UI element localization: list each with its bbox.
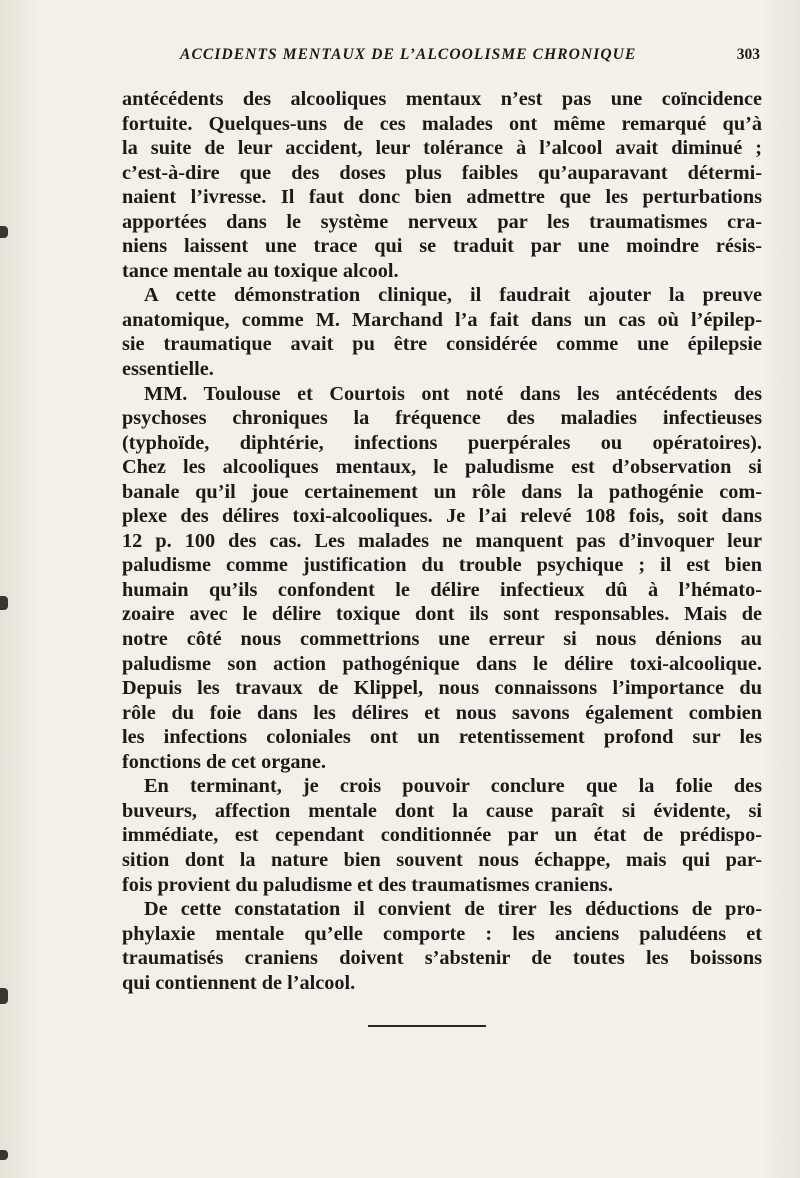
text-line: tance mentale au toxique alcool. <box>122 259 399 282</box>
text-line: anatomique, comme M. Marchand l’a fait dans un cas où l’épilep- <box>122 308 762 331</box>
text-line: Depuis les travaux de Klippel, nous connaissons l’importance du <box>122 677 762 700</box>
paragraph <box>122 283 762 381</box>
text-line: MM. Toulouse et Courtois ont noté dans les antécédents des <box>144 382 762 405</box>
text-line: paludisme comme justification du trouble psychique ; il est bien <box>122 554 762 577</box>
text-line: phylaxie mentale qu’elle comporte : les anciens paludéens et <box>122 922 762 945</box>
text-line: sie traumatique avait pu être considérée comme une épilepsie <box>122 333 762 356</box>
page-edge-mark <box>0 596 8 610</box>
text-line: humain qu’ils confondent le délire infectieux dû à l’hémato- <box>122 578 762 601</box>
text-line: les infections coloniales ont un retentissement profond sur les <box>122 726 762 749</box>
page-number: 303 <box>736 46 760 63</box>
text-line: De cette constatation il convient de tirer les déductions de pro- <box>144 898 762 921</box>
text-line: notre côté nous commettrions une erreur si nous dénions au <box>122 628 762 651</box>
text-line: En terminant, je crois pouvoir conclure que la folie des <box>144 775 762 798</box>
paragraph <box>122 897 762 995</box>
text-line: rôle du foie dans les délires et nous savons également combien <box>122 701 762 724</box>
text-line: A cette démonstration clinique, il faudrait ajouter la preuve <box>144 284 762 307</box>
text-line: fois provient du paludisme et des traumatismes craniens. <box>122 873 613 896</box>
text-line: (typhoïde, diphtérie, infections puerpérales ou opératoires). <box>122 431 762 454</box>
text-line: fonctions de cet organe. <box>122 750 326 773</box>
text-line: buveurs, affection mentale dont la cause paraît si évidente, si <box>122 799 762 822</box>
text-line: traumatisés craniens doivent s’abstenir de toutes les boissons <box>122 947 762 970</box>
page-edge-mark <box>0 1150 8 1160</box>
text-line: 12 p. 100 des cas. Les malades ne manquent pas d’invoquer leur <box>122 529 762 552</box>
text-line: fortuite. Quelques-uns de ces malades ont même remarqué qu’à <box>122 112 762 135</box>
text-line: Chez les alcooliques mentaux, le paludisme est d’observation si <box>122 456 762 479</box>
text-line: antécédents des alcooliques mentaux n’est pas une coïncidence <box>122 88 762 110</box>
page-header <box>180 46 760 70</box>
page-edge-mark <box>0 226 8 238</box>
text-line: apportées dans le système nerveux par les traumatismes cra- <box>122 210 762 233</box>
paragraph <box>122 87 762 283</box>
page-edge-mark <box>0 988 8 1004</box>
text-line: c’est-à-dire que des doses plus faibles qu’auparavant détermi- <box>122 161 762 184</box>
text-line: plexe des délires toxi-alcooliques. Je l’ai relevé 108 fois, soit dans <box>122 505 762 528</box>
text-line: immédiate, est cependant conditionnée par un état de prédispo- <box>122 824 762 847</box>
text-line: psychoses chroniques la fréquence des maladies infectieuses <box>122 407 762 430</box>
text-line: paludisme son action pathogénique dans le délire toxi-alcoolique. <box>122 652 762 675</box>
text-line: la suite de leur accident, leur tolérance à l’alcool avait diminué ; <box>122 137 762 160</box>
paragraph <box>122 774 762 897</box>
running-title: ACCIDENTS MENTAUX DE L’ALCOOLISME CHRONIQUE <box>180 46 637 63</box>
text-line: qui contiennent de l’alcool. <box>122 971 356 994</box>
text-line: essentielle. <box>122 358 214 381</box>
paragraph <box>122 382 762 775</box>
text-line: naient l’ivresse. Il faut donc bien admettre que les perturbations <box>122 186 762 209</box>
text-line: niens laissent une trace qui se traduit par une moindre résis- <box>122 235 762 258</box>
text-line: zoaire avec le délire toxique dont ils sont responsables. Mais de <box>122 603 762 626</box>
end-rule <box>368 1025 486 1027</box>
text-line: sition dont la nature bien souvent nous échappe, mais qui par- <box>122 848 762 871</box>
body-text <box>122 87 762 995</box>
text-line: banale qu’il joue certainement un rôle dans la pathogénie com- <box>122 480 762 503</box>
